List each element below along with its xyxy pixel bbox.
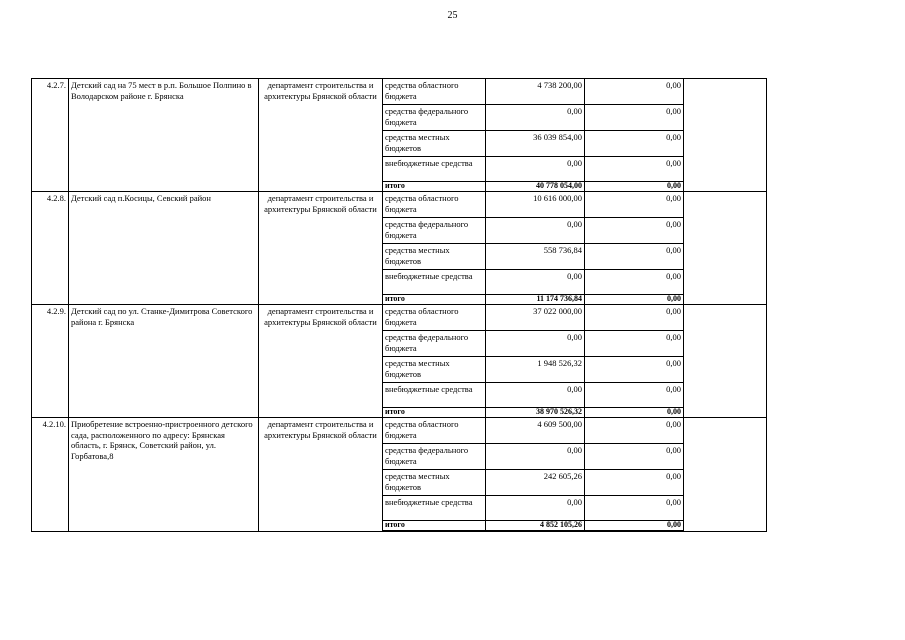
funding-source-cell: внебюджетные средства — [383, 383, 486, 408]
amount-cell-2: 0,00 — [585, 131, 684, 157]
executor-cell: департамент строительства и архитектуры Брянской области — [259, 418, 383, 532]
table-row — [32, 305, 767, 331]
item-number-cell: 4.2.8. — [32, 192, 69, 305]
amount-cell-1: 0,00 — [486, 383, 585, 408]
total-amount-cell-1: 40 778 054,00 — [486, 182, 585, 192]
item-name-cell: Приобретение встроенно-пристроенного детского сада, расположенного по адресу: Брянская область, г. Брянск, Советский район, ул. Горбатова,8 — [69, 418, 259, 532]
amount-cell-1: 558 736,84 — [486, 244, 585, 270]
total-label-cell: итого — [383, 295, 486, 305]
funding-source-cell: средства федерального бюджета — [383, 331, 486, 357]
total-amount-cell-2: 0,00 — [585, 521, 684, 532]
item-name-cell: Детский сад по ул. Станке-Димитрова Советского района г. Брянска — [69, 305, 259, 418]
funding-source-cell: внебюджетные средства — [383, 157, 486, 182]
amount-cell-1: 4 609 500,00 — [486, 418, 585, 444]
amount-cell-2: 0,00 — [585, 244, 684, 270]
empty-column-cell — [684, 305, 767, 418]
amount-cell-2: 0,00 — [585, 331, 684, 357]
amount-cell-2: 0,00 — [585, 418, 684, 444]
amount-cell-2: 0,00 — [585, 192, 684, 218]
amount-cell-1: 10 616 000,00 — [486, 192, 585, 218]
funding-source-cell: внебюджетные средства — [383, 270, 486, 295]
amount-cell-2: 0,00 — [585, 218, 684, 244]
executor-cell: департамент строительства и архитектуры Брянской области — [259, 79, 383, 192]
item-name-cell: Детский сад на 75 мест в р.п. Большое Полпино в Володарском районе г. Брянска — [69, 79, 259, 192]
amount-cell-2: 0,00 — [585, 157, 684, 182]
funding-source-cell: средства областного бюджета — [383, 79, 486, 105]
amount-cell-1: 0,00 — [486, 270, 585, 295]
amount-cell-1: 0,00 — [486, 331, 585, 357]
amount-cell-1: 36 039 854,00 — [486, 131, 585, 157]
total-label-cell: итого — [383, 182, 486, 192]
funding-source-cell: средства федерального бюджета — [383, 444, 486, 470]
table-row — [32, 79, 767, 105]
amount-cell-1: 242 605,26 — [486, 470, 585, 496]
funding-source-cell: средства местных бюджетов — [383, 131, 486, 157]
funding-source-cell: средства областного бюджета — [383, 418, 486, 444]
total-label-cell: итого — [383, 521, 486, 532]
funding-source-cell: средства местных бюджетов — [383, 357, 486, 383]
budget-table — [31, 78, 767, 532]
amount-cell-1: 0,00 — [486, 218, 585, 244]
empty-column-cell — [684, 79, 767, 192]
funding-source-cell: внебюджетные средства — [383, 496, 486, 521]
item-number-cell: 4.2.9. — [32, 305, 69, 418]
total-amount-cell-2: 0,00 — [585, 182, 684, 192]
total-amount-cell-2: 0,00 — [585, 295, 684, 305]
amount-cell-1: 4 738 200,00 — [486, 79, 585, 105]
funding-source-cell: средства местных бюджетов — [383, 244, 486, 270]
total-amount-cell-1: 38 970 526,32 — [486, 408, 585, 418]
empty-column-cell — [684, 192, 767, 305]
total-amount-cell-1: 4 852 105,26 — [486, 521, 585, 532]
amount-cell-2: 0,00 — [585, 79, 684, 105]
amount-cell-1: 1 948 526,32 — [486, 357, 585, 383]
amount-cell-2: 0,00 — [585, 383, 684, 408]
amount-cell-1: 0,00 — [486, 444, 585, 470]
funding-source-cell: средства областного бюджета — [383, 192, 486, 218]
amount-cell-2: 0,00 — [585, 270, 684, 295]
amount-cell-2: 0,00 — [585, 105, 684, 131]
budget-table-body — [32, 79, 767, 532]
amount-cell-1: 37 022 000,00 — [486, 305, 585, 331]
table-row — [32, 418, 767, 444]
amount-cell-2: 0,00 — [585, 496, 684, 521]
empty-column-cell — [684, 418, 767, 532]
total-label-cell: итого — [383, 408, 486, 418]
amount-cell-1: 0,00 — [486, 105, 585, 131]
table-row — [32, 192, 767, 218]
executor-cell: департамент строительства и архитектуры Брянской области — [259, 305, 383, 418]
funding-source-cell: средства местных бюджетов — [383, 470, 486, 496]
item-number-cell: 4.2.7. — [32, 79, 69, 192]
item-number-cell: 4.2.10. — [32, 418, 69, 532]
amount-cell-2: 0,00 — [585, 357, 684, 383]
funding-source-cell: средства областного бюджета — [383, 305, 486, 331]
total-amount-cell-1: 11 174 736,84 — [486, 295, 585, 305]
total-amount-cell-2: 0,00 — [585, 408, 684, 418]
funding-source-cell: средства федерального бюджета — [383, 105, 486, 131]
amount-cell-1: 0,00 — [486, 157, 585, 182]
item-name-cell: Детский сад п.Косицы, Севский район — [69, 192, 259, 305]
amount-cell-2: 0,00 — [585, 470, 684, 496]
amount-cell-2: 0,00 — [585, 305, 684, 331]
amount-cell-2: 0,00 — [585, 444, 684, 470]
page-number: 25 — [447, 10, 458, 21]
executor-cell: департамент строительства и архитектуры Брянской области — [259, 192, 383, 305]
amount-cell-1: 0,00 — [486, 496, 585, 521]
funding-source-cell: средства федерального бюджета — [383, 218, 486, 244]
